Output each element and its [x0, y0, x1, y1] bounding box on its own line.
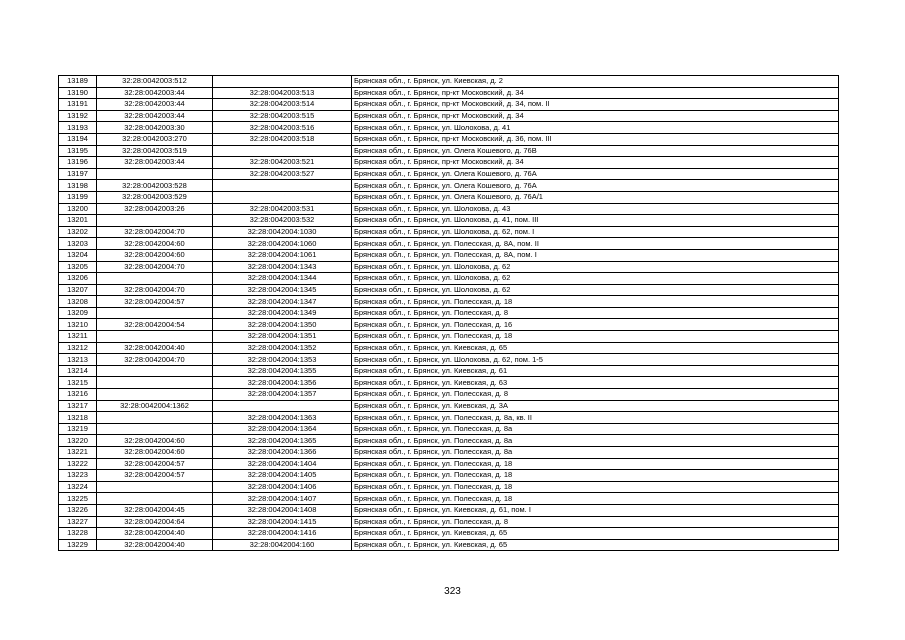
table-row — [59, 528, 839, 540]
table-row — [59, 319, 839, 331]
row-number-cell: 13194 — [59, 133, 97, 145]
parent-cadastral-number-cell: 32:28:0042003:44 — [97, 87, 213, 99]
address-cell: Брянская обл., г. Брянск, ул. Олега Кошевого, д. 76А — [352, 180, 839, 192]
table-row — [59, 249, 839, 261]
table-row — [59, 87, 839, 99]
parent-cadastral-number-cell — [97, 215, 213, 227]
address-cell: Брянская обл., г. Брянск, пр-кт Московский, д. 34, пом. II — [352, 99, 839, 111]
table-row — [59, 354, 839, 366]
object-cadastral-number-cell: 32:28:0042004:160 — [213, 539, 352, 551]
document-sheet — [58, 75, 838, 551]
object-cadastral-number-cell — [213, 191, 352, 203]
row-number-cell: 13196 — [59, 157, 97, 169]
table-row — [59, 504, 839, 516]
address-cell: Брянская обл., г. Брянск, ул. Шолохова, д. 41, пом. III — [352, 215, 839, 227]
table-row — [59, 400, 839, 412]
address-cell: Брянская обл., г. Брянск, ул. Шолохова, д. 62 — [352, 261, 839, 273]
address-cell: Брянская обл., г. Брянск, ул. Олега Кошевого, д. 76В — [352, 145, 839, 157]
parent-cadastral-number-cell: 32:28:0042004:60 — [97, 249, 213, 261]
table-row — [59, 423, 839, 435]
address-cell: Брянская обл., г. Брянск, ул. Шолохова, д. 62, пом. 1-5 — [352, 354, 839, 366]
row-number-cell: 13191 — [59, 99, 97, 111]
object-cadastral-number-cell: 32:28:0042003:515 — [213, 110, 352, 122]
row-number-cell: 13227 — [59, 516, 97, 528]
parent-cadastral-number-cell: 32:28:0042003:270 — [97, 133, 213, 145]
address-cell: Брянская обл., г. Брянск, ул. Полесская, д. 18 — [352, 458, 839, 470]
table-row — [59, 342, 839, 354]
object-cadastral-number-cell: 32:28:0042004:1352 — [213, 342, 352, 354]
parent-cadastral-number-cell: 32:28:0042003:529 — [97, 191, 213, 203]
parent-cadastral-number-cell: 32:28:0042003:30 — [97, 122, 213, 134]
address-cell: Брянская обл., г. Брянск, ул. Полесская, д. 8 — [352, 307, 839, 319]
row-number-cell: 13223 — [59, 470, 97, 482]
table-row — [59, 516, 839, 528]
parent-cadastral-number-cell: 32:28:0042004:70 — [97, 284, 213, 296]
parent-cadastral-number-cell: 32:28:0042004:60 — [97, 447, 213, 459]
table-body — [59, 76, 839, 551]
row-number-cell: 13216 — [59, 389, 97, 401]
address-cell: Брянская обл., г. Брянск, ул. Полесская, д. 18 — [352, 493, 839, 505]
parent-cadastral-number-cell — [97, 307, 213, 319]
object-cadastral-number-cell: 32:28:0042003:514 — [213, 99, 352, 111]
object-cadastral-number-cell: 32:28:0042004:1408 — [213, 504, 352, 516]
object-cadastral-number-cell: 32:28:0042004:1416 — [213, 528, 352, 540]
table-row — [59, 284, 839, 296]
parent-cadastral-number-cell: 32:28:0042004:57 — [97, 470, 213, 482]
parent-cadastral-number-cell: 32:28:0042003:519 — [97, 145, 213, 157]
parent-cadastral-number-cell: 32:28:0042004:1362 — [97, 400, 213, 412]
object-cadastral-number-cell: 32:28:0042004:1343 — [213, 261, 352, 273]
table-row — [59, 110, 839, 122]
address-cell: Брянская обл., г. Брянск, ул. Киевская, д. 61 — [352, 365, 839, 377]
object-cadastral-number-cell: 32:28:0042004:1404 — [213, 458, 352, 470]
address-cell: Брянская обл., г. Брянск, ул. Киевская, д. 3А — [352, 400, 839, 412]
parent-cadastral-number-cell — [97, 273, 213, 285]
table-row — [59, 168, 839, 180]
property-table — [58, 75, 839, 551]
object-cadastral-number-cell: 32:28:0042003:513 — [213, 87, 352, 99]
address-cell: Брянская обл., г. Брянск, ул. Шолохова, д. 62 — [352, 273, 839, 285]
row-number-cell: 13221 — [59, 447, 97, 459]
object-cadastral-number-cell: 32:28:0042003:521 — [213, 157, 352, 169]
address-cell: Брянская обл., г. Брянск, ул. Полесская, д. 8а — [352, 435, 839, 447]
parent-cadastral-number-cell: 32:28:0042004:60 — [97, 238, 213, 250]
row-number-cell: 13200 — [59, 203, 97, 215]
object-cadastral-number-cell: 32:28:0042004:1060 — [213, 238, 352, 250]
table-row — [59, 539, 839, 551]
object-cadastral-number-cell: 32:28:0042004:1345 — [213, 284, 352, 296]
row-number-cell: 13218 — [59, 412, 97, 424]
object-cadastral-number-cell: 32:28:0042004:1356 — [213, 377, 352, 389]
parent-cadastral-number-cell: 32:28:0042004:57 — [97, 296, 213, 308]
parent-cadastral-number-cell — [97, 412, 213, 424]
object-cadastral-number-cell: 32:28:0042003:531 — [213, 203, 352, 215]
row-number-cell: 13189 — [59, 76, 97, 88]
address-cell: Брянская обл., г. Брянск, ул. Полесская, д. 8А, пом. II — [352, 238, 839, 250]
parent-cadastral-number-cell — [97, 389, 213, 401]
table-row — [59, 365, 839, 377]
row-number-cell: 13202 — [59, 226, 97, 238]
object-cadastral-number-cell: 32:28:0042003:516 — [213, 122, 352, 134]
address-cell: Брянская обл., г. Брянск, ул. Полесская, д. 8А, пом. I — [352, 249, 839, 261]
address-cell: Брянская обл., г. Брянск, ул. Шолохова, д. 62 — [352, 284, 839, 296]
row-number-cell: 13229 — [59, 539, 97, 551]
table-row — [59, 481, 839, 493]
table-row — [59, 133, 839, 145]
address-cell: Брянская обл., г. Брянск, ул. Киевская, д. 65 — [352, 539, 839, 551]
row-number-cell: 13209 — [59, 307, 97, 319]
table-row — [59, 377, 839, 389]
row-number-cell: 13203 — [59, 238, 97, 250]
address-cell: Брянская обл., г. Брянск, ул. Киевская, д. 63 — [352, 377, 839, 389]
table-row — [59, 447, 839, 459]
object-cadastral-number-cell: 32:28:0042004:1349 — [213, 307, 352, 319]
parent-cadastral-number-cell: 32:28:0042004:40 — [97, 528, 213, 540]
object-cadastral-number-cell: 32:28:0042004:1357 — [213, 389, 352, 401]
object-cadastral-number-cell: 32:28:0042004:1406 — [213, 481, 352, 493]
table-row — [59, 458, 839, 470]
address-cell: Брянская обл., г. Брянск, пр-кт Московский, д. 34 — [352, 157, 839, 169]
object-cadastral-number-cell: 32:28:0042004:1355 — [213, 365, 352, 377]
address-cell: Брянская обл., г. Брянск, ул. Олега Кошевого, д. 76А/1 — [352, 191, 839, 203]
object-cadastral-number-cell — [213, 180, 352, 192]
row-number-cell: 13217 — [59, 400, 97, 412]
row-number-cell: 13214 — [59, 365, 97, 377]
table-row — [59, 331, 839, 343]
object-cadastral-number-cell: 32:28:0042004:1366 — [213, 447, 352, 459]
row-number-cell: 13198 — [59, 180, 97, 192]
row-number-cell: 13195 — [59, 145, 97, 157]
address-cell: Брянская обл., г. Брянск, ул. Полесская, д. 8а, кв. II — [352, 412, 839, 424]
parent-cadastral-number-cell: 32:28:0042004:60 — [97, 435, 213, 447]
parent-cadastral-number-cell: 32:28:0042004:40 — [97, 539, 213, 551]
parent-cadastral-number-cell: 32:28:0042004:70 — [97, 226, 213, 238]
row-number-cell: 13219 — [59, 423, 97, 435]
address-cell: Брянская обл., г. Брянск, ул. Полесская, д. 16 — [352, 319, 839, 331]
object-cadastral-number-cell: 32:28:0042004:1415 — [213, 516, 352, 528]
parent-cadastral-number-cell: 32:28:0042003:528 — [97, 180, 213, 192]
row-number-cell: 13197 — [59, 168, 97, 180]
table-row — [59, 157, 839, 169]
address-cell: Брянская обл., г. Брянск, ул. Олега Кошевого, д. 76А — [352, 168, 839, 180]
row-number-cell: 13204 — [59, 249, 97, 261]
address-cell: Брянская обл., г. Брянск, ул. Полесская, д. 8 — [352, 389, 839, 401]
parent-cadastral-number-cell: 32:28:0042003:44 — [97, 99, 213, 111]
address-cell: Брянская обл., г. Брянск, пр-кт Московский, д. 34 — [352, 87, 839, 99]
object-cadastral-number-cell: 32:28:0042004:1364 — [213, 423, 352, 435]
object-cadastral-number-cell: 32:28:0042004:1405 — [213, 470, 352, 482]
parent-cadastral-number-cell: 32:28:0042003:44 — [97, 157, 213, 169]
address-cell: Брянская обл., г. Брянск, ул. Полесская, д. 18 — [352, 470, 839, 482]
table-row — [59, 435, 839, 447]
object-cadastral-number-cell: 32:28:0042003:532 — [213, 215, 352, 227]
row-number-cell: 13206 — [59, 273, 97, 285]
row-number-cell: 13211 — [59, 331, 97, 343]
row-number-cell: 13205 — [59, 261, 97, 273]
table-row — [59, 296, 839, 308]
table-row — [59, 307, 839, 319]
table-row — [59, 273, 839, 285]
row-number-cell: 13199 — [59, 191, 97, 203]
object-cadastral-number-cell: 32:28:0042004:1351 — [213, 331, 352, 343]
row-number-cell: 13193 — [59, 122, 97, 134]
table-row — [59, 76, 839, 88]
table-row — [59, 261, 839, 273]
address-cell: Брянская обл., г. Брянск, ул. Киевская, д. 65 — [352, 528, 839, 540]
parent-cadastral-number-cell — [97, 493, 213, 505]
parent-cadastral-number-cell — [97, 331, 213, 343]
row-number-cell: 13220 — [59, 435, 97, 447]
row-number-cell: 13212 — [59, 342, 97, 354]
object-cadastral-number-cell: 32:28:0042003:527 — [213, 168, 352, 180]
table-row — [59, 226, 839, 238]
parent-cadastral-number-cell: 32:28:0042003:44 — [97, 110, 213, 122]
page-number: 323 — [444, 586, 461, 597]
address-cell: Брянская обл., г. Брянск, ул. Полесская, д. 8 — [352, 516, 839, 528]
address-cell: Брянская обл., г. Брянск, ул. Киевская, д. 2 — [352, 76, 839, 88]
object-cadastral-number-cell: 32:28:0042003:518 — [213, 133, 352, 145]
parent-cadastral-number-cell: 32:28:0042003:512 — [97, 76, 213, 88]
row-number-cell: 13201 — [59, 215, 97, 227]
row-number-cell: 13213 — [59, 354, 97, 366]
row-number-cell: 13192 — [59, 110, 97, 122]
address-cell: Брянская обл., г. Брянск, ул. Шолохова, д. 62, пом. I — [352, 226, 839, 238]
address-cell: Брянская обл., г. Брянск, ул. Шолохова, д. 43 — [352, 203, 839, 215]
object-cadastral-number-cell — [213, 76, 352, 88]
object-cadastral-number-cell — [213, 400, 352, 412]
row-number-cell: 13225 — [59, 493, 97, 505]
parent-cadastral-number-cell — [97, 481, 213, 493]
table-row — [59, 238, 839, 250]
row-number-cell: 13208 — [59, 296, 97, 308]
address-cell: Брянская обл., г. Брянск, ул. Киевская, д. 61, пом. I — [352, 504, 839, 516]
row-number-cell: 13215 — [59, 377, 97, 389]
object-cadastral-number-cell: 32:28:0042004:1365 — [213, 435, 352, 447]
object-cadastral-number-cell: 32:28:0042004:1030 — [213, 226, 352, 238]
row-number-cell: 13207 — [59, 284, 97, 296]
table-row — [59, 215, 839, 227]
table-row — [59, 99, 839, 111]
object-cadastral-number-cell: 32:28:0042004:1350 — [213, 319, 352, 331]
parent-cadastral-number-cell: 32:28:0042003:26 — [97, 203, 213, 215]
table-row — [59, 145, 839, 157]
row-number-cell: 13210 — [59, 319, 97, 331]
address-cell: Брянская обл., г. Брянск, ул. Полесская, д. 18 — [352, 481, 839, 493]
row-number-cell: 13226 — [59, 504, 97, 516]
object-cadastral-number-cell: 32:28:0042004:1363 — [213, 412, 352, 424]
address-cell: Брянская обл., г. Брянск, ул. Полесская, д. 8а — [352, 423, 839, 435]
row-number-cell: 13224 — [59, 481, 97, 493]
table-row — [59, 191, 839, 203]
parent-cadastral-number-cell: 32:28:0042004:70 — [97, 261, 213, 273]
address-cell: Брянская обл., г. Брянск, ул. Шолохова, д. 41 — [352, 122, 839, 134]
table-row — [59, 203, 839, 215]
parent-cadastral-number-cell: 32:28:0042004:40 — [97, 342, 213, 354]
address-cell: Брянская обл., г. Брянск, пр-кт Московский, д. 34 — [352, 110, 839, 122]
parent-cadastral-number-cell: 32:28:0042004:54 — [97, 319, 213, 331]
parent-cadastral-number-cell — [97, 423, 213, 435]
address-cell: Брянская обл., г. Брянск, ул. Полесская, д. 8а — [352, 447, 839, 459]
parent-cadastral-number-cell: 32:28:0042004:57 — [97, 458, 213, 470]
table-row — [59, 389, 839, 401]
table-row — [59, 470, 839, 482]
table-row — [59, 122, 839, 134]
address-cell: Брянская обл., г. Брянск, ул. Полесская, д. 18 — [352, 296, 839, 308]
parent-cadastral-number-cell: 32:28:0042004:45 — [97, 504, 213, 516]
address-cell: Брянская обл., г. Брянск, пр-кт Московский, д. 36, пом. III — [352, 133, 839, 145]
parent-cadastral-number-cell — [97, 377, 213, 389]
address-cell: Брянская обл., г. Брянск, ул. Киевская, д. 65 — [352, 342, 839, 354]
parent-cadastral-number-cell: 32:28:0042004:70 — [97, 354, 213, 366]
parent-cadastral-number-cell: 32:28:0042004:64 — [97, 516, 213, 528]
table-row — [59, 412, 839, 424]
object-cadastral-number-cell: 32:28:0042004:1061 — [213, 249, 352, 261]
row-number-cell: 13190 — [59, 87, 97, 99]
row-number-cell: 13228 — [59, 528, 97, 540]
object-cadastral-number-cell: 32:28:0042004:1344 — [213, 273, 352, 285]
parent-cadastral-number-cell — [97, 168, 213, 180]
object-cadastral-number-cell — [213, 145, 352, 157]
table-row — [59, 180, 839, 192]
object-cadastral-number-cell: 32:28:0042004:1407 — [213, 493, 352, 505]
object-cadastral-number-cell: 32:28:0042004:1347 — [213, 296, 352, 308]
address-cell: Брянская обл., г. Брянск, ул. Полесская, д. 18 — [352, 331, 839, 343]
parent-cadastral-number-cell — [97, 365, 213, 377]
object-cadastral-number-cell: 32:28:0042004:1353 — [213, 354, 352, 366]
table-row — [59, 493, 839, 505]
row-number-cell: 13222 — [59, 458, 97, 470]
